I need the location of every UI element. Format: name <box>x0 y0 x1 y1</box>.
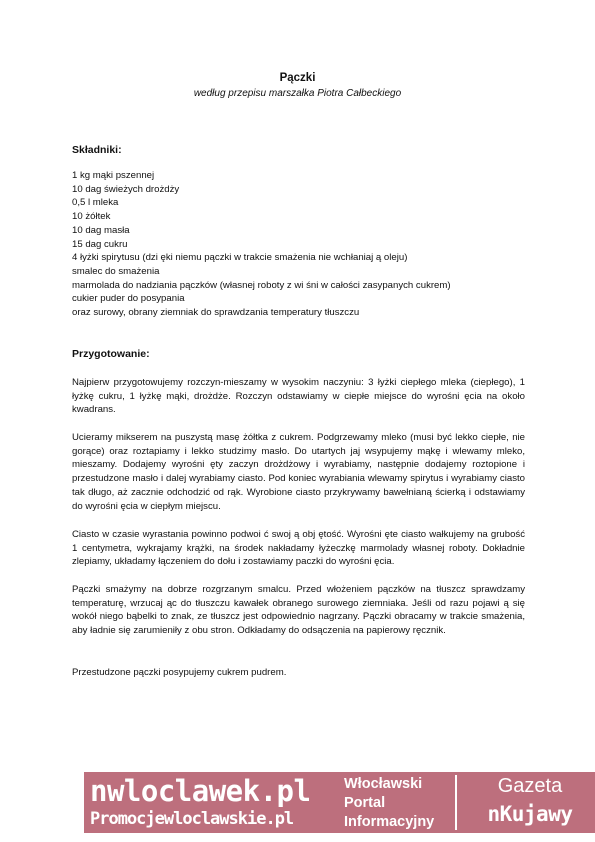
preparation-paragraph-2: Ucieramy mikserem na puszystą masę żółtka z cukrem. Podgrzewamy mleko (musi być lekko ciepłe, nie gorące) oraz roztapiamy i lekko studzimy masło. Do utartych jaj wsypujemy mąkę i wlewamy mleko, mieszamy. Dodajemy wyrośni ęty zaczyn drożdżowy i wyrabiamy, następnie dodajemy roztopione i przestudzone masło i dalej wyrabiamy ciasto. Pod koniec wyrabiania wlewamy spirytus i wyrabiamy ciasto tak długo, aż zacznie odchodzić od rąk. Wyrobione ciasto przykrywamy bawełnianą ścierką i odstawiamy do wyrośni ęcia w ciepłym miejscu. <box>72 432 525 512</box>
list-item: 10 dag masła <box>72 224 130 236</box>
page-title: Pączki <box>279 72 316 84</box>
kujawy-logo: nKujawy <box>487 802 573 826</box>
portal-line: Informacyjny <box>344 814 435 830</box>
page-subtitle: według przepisu marszałka Piotra Całbeckiego <box>193 88 402 99</box>
list-item: 10 dag świeżych drożdży <box>72 183 180 195</box>
list-item: cukier puder do posypania <box>72 293 185 305</box>
brand-sub-link[interactable]: Promocjewloclawskie.pl <box>90 809 294 829</box>
list-item: oraz surowy, obrany ziemniak do sprawdzania temperatury tłuszczu <box>72 307 360 319</box>
preparation-paragraph-1: Najpierw przygotowujemy rozczyn-mieszamy w wysokim naczyniu: 3 łyżki ciepłego mleka (ciepłego), 1 łyżkę cukru, 1 łyżkę mąki, drożdże. Rozczyn odstawiamy w ciepłe miejsce do wyrośni ęcia na około kwadrans. <box>72 377 525 416</box>
brand-logo-link[interactable]: nwloclawek.pl <box>90 774 311 808</box>
list-item: 4 łyżki spirytusu (dzi ęki niemu pączki w trakcie smażenia nie wchłaniaj ą oleju) <box>72 252 408 264</box>
footer-banner <box>84 772 595 833</box>
portal-line: Portal <box>344 795 386 811</box>
list-item: 10 żółtek <box>72 211 111 223</box>
list-item: marmolada do nadziania pączków (własnej roboty z wi śni w całości zasypanych cukrem) <box>72 279 451 291</box>
list-item: 1 kg mąki pszennej <box>72 170 155 181</box>
gazeta-label: Gazeta <box>497 775 563 797</box>
preparation-paragraph-3: Ciasto w czasie wyrastania powinno podwoi ć swoj ą obj ętość. Wyrośni ęte ciasto wałkujemy na grubość 1 centymetra, wykrajamy krążki, na środek nakładamy łyżeczkę marmolady własnej roboty. Dokładnie zlepiamy, układamy łączeniem do dołu i zostawiamy paczki do wyrośni ęcia. <box>72 529 525 568</box>
ingredients-list <box>72 169 451 320</box>
footer-divider <box>455 775 457 830</box>
list-item: smalec do smażenia <box>72 265 160 277</box>
ingredients-heading: Składniki: <box>72 144 122 156</box>
portal-line: Włocławski <box>344 776 423 792</box>
list-item: 0,5 l mleka <box>72 197 119 209</box>
portal-label <box>344 775 434 832</box>
preparation-heading: Przygotowanie: <box>72 348 150 360</box>
list-item: 15 dag cukru <box>72 238 128 250</box>
preparation-paragraph-4: Pączki smażymy na dobrze rozgrzanym smalcu. Przed włożeniem pączków na tłuszcz sprawdzamy temperaturę, wrzucaj ąc do tłuszczu kawałek obranego surowego ziemniaka. Jeśli od razu pojawi ą się wokół niego bąbelki to znak, ze tłuszcz jest odpowiednio nagrzany. Pączki obracamy w trakcie smażenia, aby ładnie się zarumieniły z obu stron. Odkładamy do odsączenia na papierowy ręcznik. <box>72 584 525 637</box>
preparation-paragraph-5: Przestudzone pączki posypujemy cukrem pudrem. <box>72 667 287 678</box>
